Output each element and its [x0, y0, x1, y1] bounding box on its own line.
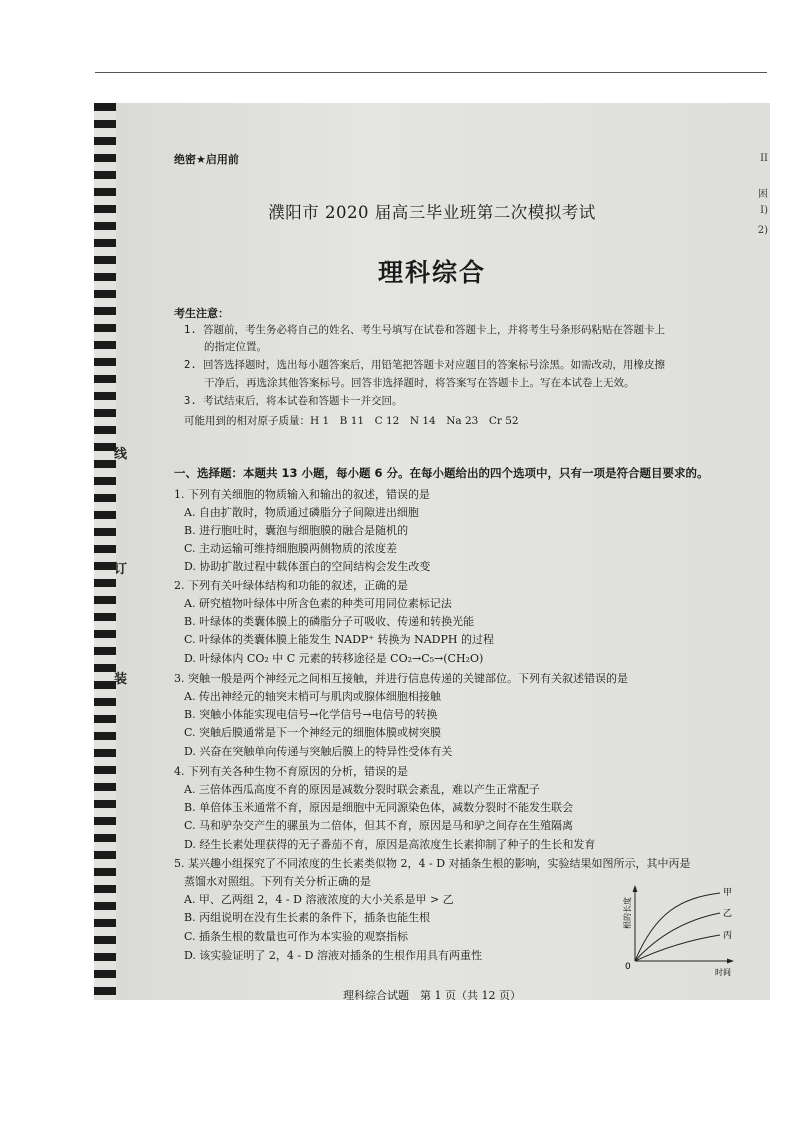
- question-option: B. 叶绿体的类囊体膜上的磷脂分子可吸收、传递和转换光能: [184, 615, 475, 628]
- question-option: B. 进行胞吐时，囊泡与细胞膜的融合是随机的: [184, 524, 409, 537]
- notice-line: 2. 回答选择题时，选出每小题答案后，用铅笔把答题卡对应题目的答案标号涂黑。如需改动，用橡皮擦: [184, 359, 665, 371]
- root-growth-graph: [620, 883, 740, 983]
- question-stem: 1. 下列有关细胞的物质输入和输出的叙述，错误的是: [174, 488, 430, 501]
- question-option: B. 单倍体玉米通常不育，原因是细胞中无同源染色体，减数分裂时不能发生联会: [184, 801, 574, 814]
- x-axis-arrow: [727, 959, 734, 964]
- y-axis-label: 根的长度: [623, 897, 632, 929]
- question-stem-cont: 蒸馏水对照组。下列有关分析正确的是: [184, 875, 371, 888]
- question-option: C. 突触后膜通常是下一个神经元的细胞体膜或树突膜: [184, 726, 442, 739]
- question-stem: 4. 下列有关各种生物不育原因的分析，错误的是: [174, 765, 408, 778]
- notice-line: 干净后，再选涂其他答案标号。回答非选择题时，将答案写在答题卡上。写在本试卷上无效。: [204, 377, 635, 389]
- question-option: B. 突触小体能实现电信号→化学信号→电信号的转换: [184, 708, 438, 721]
- subject-title: 理科综合: [377, 258, 486, 287]
- binding-label-line: 线: [114, 447, 128, 462]
- label-jia: 甲: [723, 888, 733, 898]
- binding-label-bind: 装: [114, 672, 128, 687]
- secret-mark: 绝密★启用前: [174, 153, 239, 166]
- curve-jia: [635, 893, 720, 961]
- question-option: D. 协助扩散过程中载体蛋白的空间结构会发生改变: [184, 560, 431, 573]
- exam-title: 濮阳市 2020 届高三毕业班第二次模拟考试: [268, 203, 596, 222]
- binding-label-order: 订: [114, 562, 128, 577]
- question-option: D. 该实验证明了 2，4 - D 溶液对插条的生根作用具有两重性: [184, 949, 482, 962]
- y-axis-arrow: [633, 885, 638, 892]
- binding-strip: [94, 103, 116, 1000]
- origin-label: 0: [625, 962, 631, 972]
- x-axis-label: 时间: [715, 968, 731, 977]
- notice-line: 的指定位置。: [204, 341, 267, 353]
- question-option: D. 经生长素处理获得的无子番茄不育，原因是高浓度生长素抑制了种子的生长和发育: [184, 838, 596, 851]
- atomic-masses: 可能用到的相对原子质量：H 1 B 11 C 12 N 14 Na 23 Cr 52: [184, 415, 519, 427]
- question-option: C. 插条生根的数量也可作为本实验的观察指标: [184, 930, 409, 943]
- question-option: C. 叶绿体的类囊体膜上能发生 NADP⁺ 转换为 NADPH 的过程: [184, 633, 494, 646]
- label-yi: 乙: [723, 909, 733, 919]
- top-rule: [95, 72, 767, 73]
- question-option: D. 叶绿体内 CO₂ 中 C 元素的转移途径是 CO₂→C₅→(CH₂O): [184, 652, 484, 665]
- question-option: C. 主动运输可维持细胞膜两侧物质的浓度差: [184, 542, 398, 555]
- edge-text: 困: [758, 189, 768, 200]
- question-option: D. 兴奋在突触单向传递与突触后膜上的特异性受体有关: [184, 745, 453, 758]
- question-option: A. 自由扩散时，物质通过磷脂分子间隙进出细胞: [184, 506, 419, 519]
- notice-line: 1. 答题前，考生务必将自己的姓名、考生号填写在试卷和答题卡上，并将考生号条形码粘贴在答题卡上: [184, 324, 665, 336]
- notice-line: 3. 考试结束后，将本试卷和答题卡一并交回。: [184, 395, 403, 407]
- edge-text: I): [760, 205, 768, 216]
- question-stem: 5. 某兴趣小组探究了不同浓度的生长素类似物 2，4 - D 对插条生根的影响，实验结果如图所示，其中丙是: [174, 857, 691, 870]
- question-option: A. 甲、乙两组 2，4 - D 溶液浓度的大小关系是甲 > 乙: [184, 893, 454, 906]
- section-heading: 一、选择题：本题共 13 小题，每小题 6 分。在每小题给出的四个选项中，只有一项是符合题目要求的。: [174, 466, 709, 480]
- edge-text: II: [760, 153, 768, 164]
- notice-heading: 考生注意：: [174, 307, 229, 320]
- question-stem: 2. 下列有关叶绿体结构和功能的叙述，正确的是: [174, 579, 408, 592]
- question-stem: 3. 突触一般是两个神经元之间相互接触，并进行信息传递的关键部位。下列有关叙述错误的是: [174, 672, 628, 685]
- question-option: A. 三倍体西瓜高度不育的原因是减数分裂时联会紊乱，难以产生正常配子: [184, 783, 540, 796]
- page-footer: 理科综合试题 第 1 页（共 12 页）: [343, 989, 521, 1000]
- edge-text: 2): [757, 225, 768, 236]
- question-option: A. 传出神经元的轴突末梢可与肌肉或腺体细胞相接触: [184, 690, 441, 703]
- question-option: C. 马和驴杂交产生的骡虽为二倍体，但其不育，原因是马和驴之间存在生殖隔离: [184, 819, 574, 832]
- question-option: B. 丙组说明在没有生长素的条件下，插条也能生根: [184, 911, 431, 924]
- label-bing: 丙: [723, 931, 733, 941]
- exam-paper: [94, 103, 770, 1000]
- question-option: A. 研究植物叶绿体中所含色素的种类可用同位素标记法: [184, 597, 452, 610]
